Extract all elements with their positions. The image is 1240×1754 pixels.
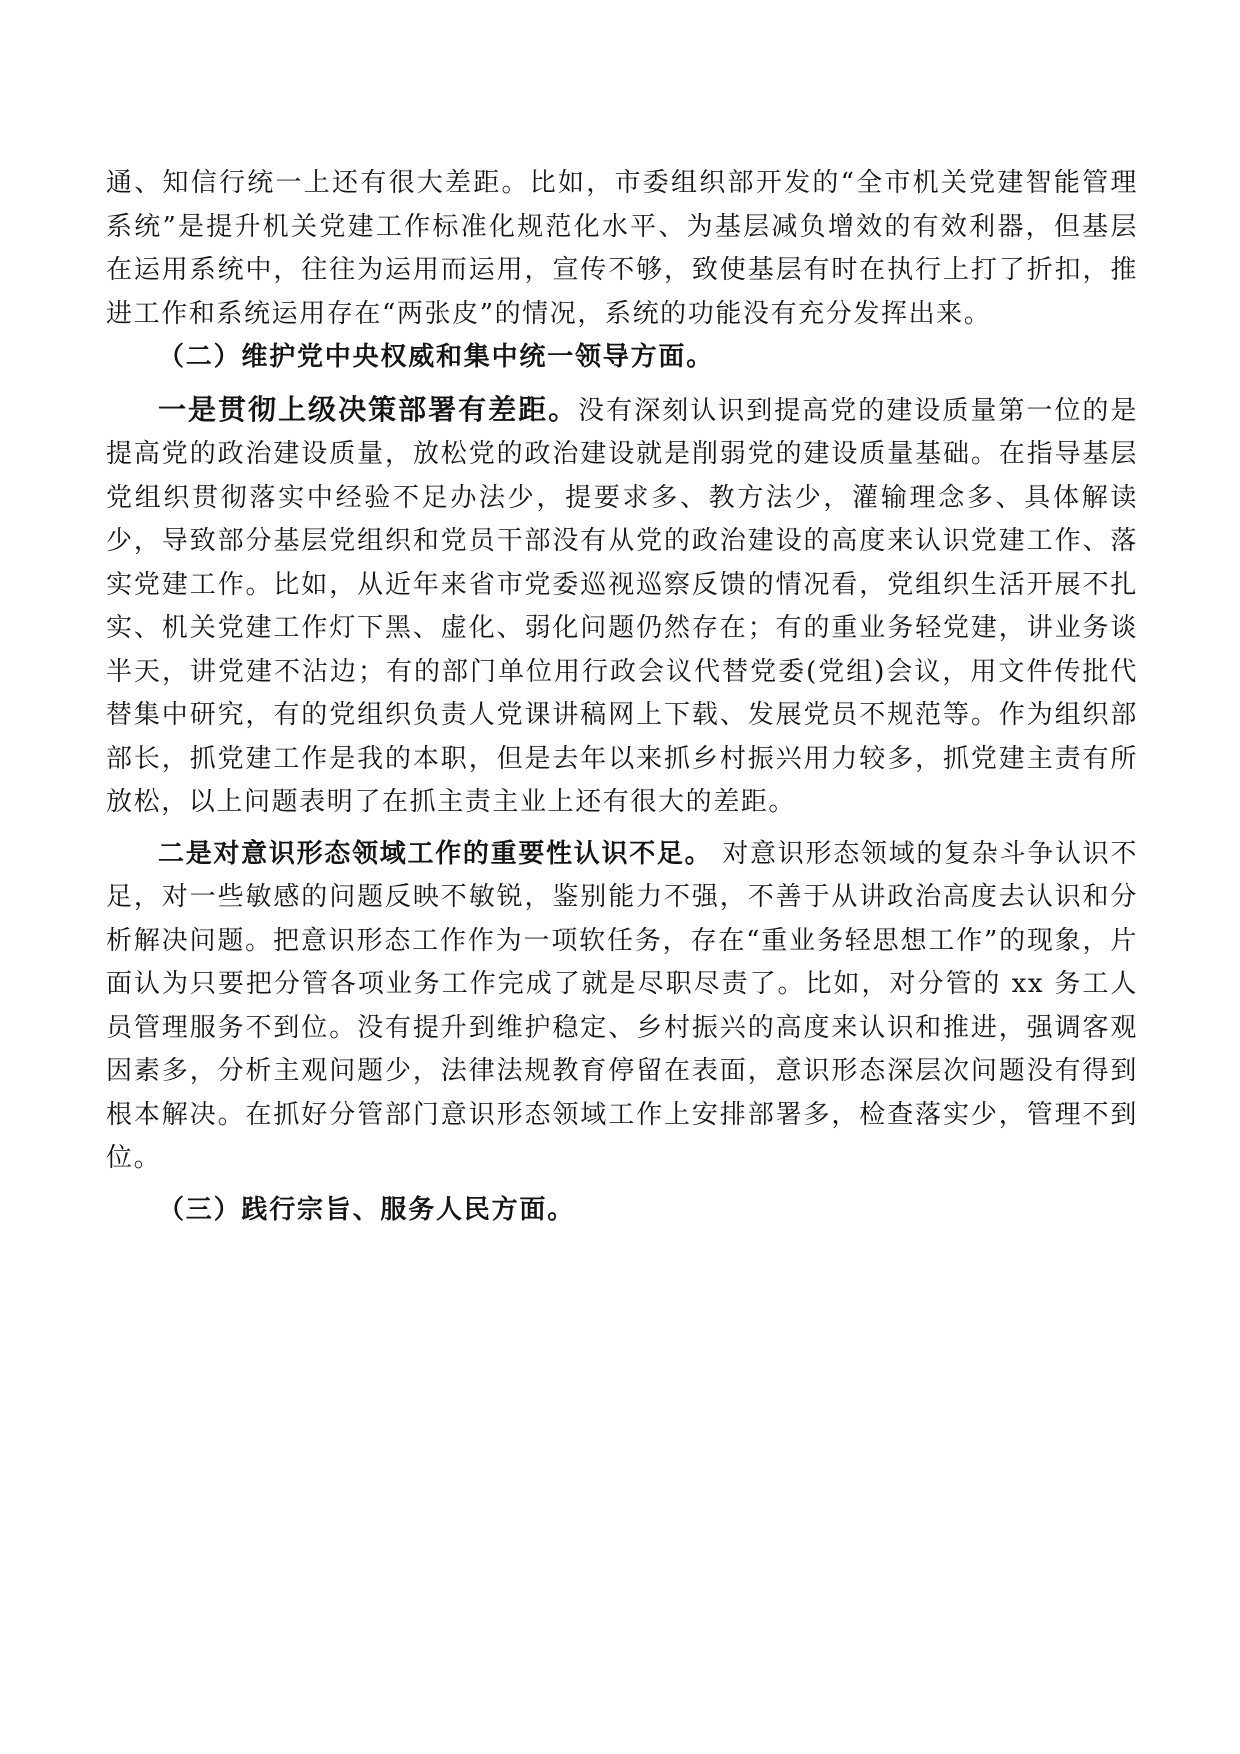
paragraph-ideology-work bbox=[106, 833, 1138, 1181]
document-body bbox=[106, 162, 1138, 1232]
section-heading-2: （二）维护党中央权威和集中统一领导方面。 bbox=[158, 342, 715, 372]
section-heading-3: （三）践行宗旨、服务人民方面。 bbox=[158, 1194, 576, 1225]
paragraph-lead-1: 一是贯彻上级决策部署有差距。 bbox=[158, 392, 579, 426]
paragraph-system-usage: 通、知信行统一上还有很大差距。比如，市委组织部开发的“全市机关党建智能管理系统”是提升机关党建工作标准化规范化水平、为基层减负增效的有效利器，但基层在运用系统中，往往为运用而运用，宣传不够，致使基层有时在执行上打了折扣，推进工作和系统运用存在“两张皮”的情况，系统的功能没有充分发挥出来。 bbox=[106, 168, 1138, 329]
paragraph-body-2: 对意识形态领域的复杂斗争认识不足，对一些敏感的问题反映不敏锐，鉴别能力不强，不善于从讲政治高度去认识和分析解决问题。把意识形态工作作为一项软任务，存在“重业务轻思想工作”的现象，片面认为只要把分管各项业务工作完成了就是尽职尽责了。比如，对分管的 xx 务工人员管理服务不到位。没有提升到维护稳定、乡村振兴的高度来认识和推进，强调客观因素多，分析主观问题少，法律法规教育停留在表面，意识形态深层次问题没有得到根本解决。在抓好分管部门意识形态领域工作上安排部署多，检查落实少，管理不到位。 bbox=[106, 838, 1138, 1173]
paragraph-lead-2: 二是对意识形态领域工作的重要性认识不足。 bbox=[158, 838, 713, 869]
paragraph-decision-implementation bbox=[106, 388, 1138, 825]
paragraph-body-1: 没有深刻认识到提高党的建设质量第一位的是提高党的政治建设质量，放松党的政治建设就是削弱党的建设质量基础。在指导基层党组织贯彻落实中经验不足办法少，提要求多、教方法少，灌输理念多、具体解读少，导致部分基层党组织和党员干部没有从党的政治建设的高度来认识党建工作、落实党建工作。比如，从近年来省市党委巡视巡察反馈的情况看，党组织生活开展不扎实、机关党建工作灯下黑、虚化、弱化问题仍然存在；有的重业务轻党建，讲业务谈半天，讲党建不沾边；有的部门单位用行政会议代替党委(党组)会议，用文件传批代替集中研究，有的党组织负责人党课讲稿网上下载、发展党员不规范等。作为组织部部长，抓党建工作是我的本职，但是去年以来抓乡村振兴用力较多，抓党建主责有所放松，以上问题表明了在抓主责主业上还有很大的差距。 bbox=[106, 395, 1138, 817]
